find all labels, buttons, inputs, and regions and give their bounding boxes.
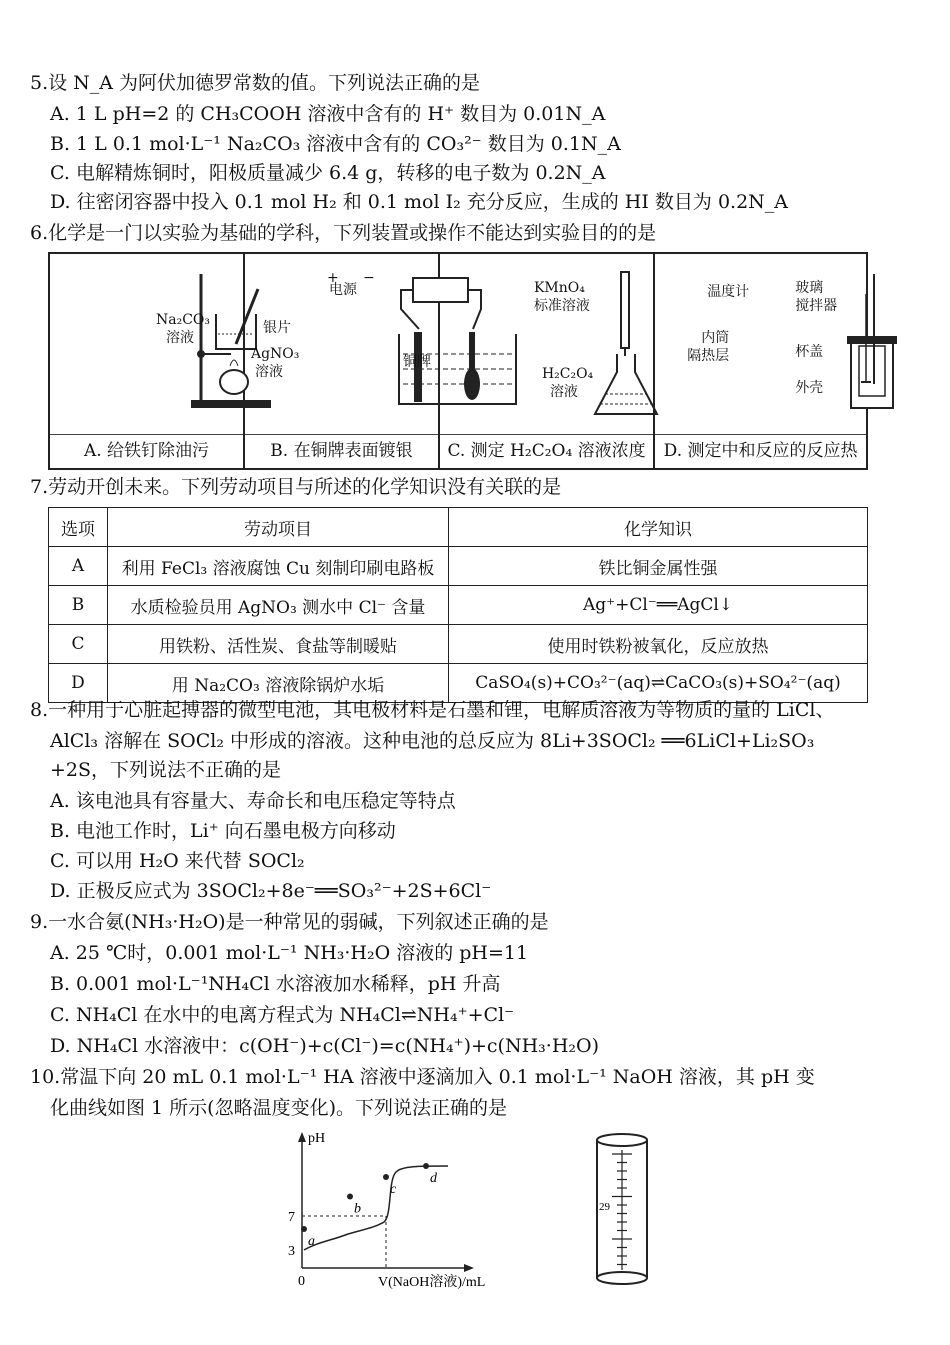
curve-point-label-d: d — [430, 1171, 437, 1186]
tick-label-7: 7 — [288, 1210, 295, 1225]
q10-stem-line-1: 10.常温下向 20 mL 0.1 mol·L⁻¹ HA 溶液中逐滴加入 0.1 mol·L⁻¹ NaOH 溶液，其 pH 变 — [30, 1066, 815, 1088]
label-a-solution: 溶液 — [166, 330, 194, 346]
x-axis-arrow — [464, 1264, 474, 1272]
q10-stem-line-2: 化曲线如图 1 所示(忽略温度变化)。下列说法正确的是 — [50, 1097, 507, 1119]
row-b-option: B — [49, 586, 108, 625]
q9-option-d[interactable]: D. NH₄Cl 水溶液中：c(OH⁻)+c(Cl⁻)=c(NH₄⁺)+c(NH₃·H₂O) — [50, 1035, 599, 1057]
caption-b: B. 在铜牌表面镀银 — [245, 434, 438, 468]
caption-d: D. 测定中和反应的反应热 — [655, 434, 866, 468]
q8-option-b[interactable]: B. 电池工作时，Li⁺ 向石墨电极方向移动 — [50, 820, 396, 842]
q5-option-c[interactable]: C. 电解精炼铜时，阳极质量减少 6.4 g，转移的电子数为 0.2N_A — [50, 162, 606, 184]
label-agno3: AgNO₃ — [250, 346, 300, 362]
label-h2c2o4: H₂C₂O₄ — [541, 366, 594, 382]
table-row[interactable] — [49, 625, 868, 664]
row-d-labor: 用 Na₂CO₃ 溶液除锅炉水垢 — [108, 664, 449, 703]
row-c-knowledge: 使用时铁粉被氧化，反应放热 — [449, 625, 868, 664]
q8-option-c[interactable]: C. 可以用 H₂O 来代替 SOCl₂ — [50, 850, 305, 872]
table-row[interactable] — [49, 547, 868, 586]
header-labor: 劳动项目 — [108, 508, 449, 547]
curve-point-a — [301, 1226, 307, 1232]
burette-mark: 29 — [599, 1201, 610, 1213]
ph-curve — [304, 1166, 448, 1250]
label-minus: − — [362, 270, 375, 286]
curve-point-label-a: a — [308, 1234, 315, 1249]
burette-figure — [592, 1130, 652, 1290]
q8-stem-line-2: AlCl₃ 溶解在 SOCl₂ 中形成的溶液。这种电池的总反应为 8Li+3SOCl₂ ══6LiCl+Li₂SO₃ — [50, 730, 815, 752]
label-glass: 玻璃 — [795, 280, 824, 296]
row-d-knowledge: CaSO₄(s)+CO₃²⁻(aq)⇌CaCO₃(s)+SO₄²⁻(aq) — [449, 664, 868, 703]
row-c-option: C — [49, 625, 108, 664]
x-axis-label: V(NaOH溶液)/mL — [378, 1275, 486, 1290]
apparatus-d-drawing — [761, 254, 950, 434]
q5-option-d[interactable]: D. 往密闭容器中投入 0.1 mol H₂ 和 0.1 mol I₂ 充分反应，生成的 HI 数目为 0.2N_A — [50, 191, 789, 213]
row-b-knowledge: Ag⁺+Cl⁻══AgCl↓ — [449, 586, 868, 625]
row-b-labor: 水质检验员用 AgNO₃ 测水中 Cl⁻ 含量 — [108, 586, 449, 625]
label-shell: 外壳 — [795, 380, 824, 396]
origin-label: 0 — [298, 1274, 305, 1289]
y-axis-arrow — [298, 1132, 306, 1142]
q5-option-b[interactable]: B. 1 L 0.1 mol·L⁻¹ Na₂CO₃ 溶液中含有的 CO₃²⁻ 数目为 0.1N_A — [50, 133, 621, 155]
apparatus-b — [245, 254, 438, 434]
apparatus-a — [50, 254, 243, 434]
q8-option-a[interactable]: A. 该电池具有容量大、寿命长和电压稳定等特点 — [50, 790, 456, 812]
q8-stem-line-1: 8.一种用于心脏起搏器的微型电池，其电极材料是石墨和锂，电解质溶液为等物质的量的 LiCl、 — [30, 699, 835, 721]
ph-titration-chart — [278, 1130, 508, 1290]
row-c-labor: 用铁粉、活性炭、食盐等制暖贴 — [108, 625, 449, 664]
q9-option-b[interactable]: B. 0.001 mol·L⁻¹NH₄Cl 水溶液加水稀释，pH 升高 — [50, 973, 501, 995]
q9-option-c[interactable]: C. NH₄Cl 在水中的电离方程式为 NH₄Cl⇌NH₄⁺+Cl⁻ — [50, 1004, 515, 1026]
label-silver: 银片 — [262, 320, 291, 336]
q8-stem-line-3: +2S，下列说法不正确的是 — [50, 759, 282, 781]
q9-stem: 9.一水合氨(NH₃·H₂O)是一种常见的弱碱，下列叙述正确的是 — [30, 911, 549, 933]
label-na2co3: Na₂CO₃ — [156, 312, 211, 328]
caption-c: C. 测定 H₂C₂O₄ 溶液浓度 — [440, 434, 653, 468]
header-knowledge: 化学知识 — [449, 508, 868, 547]
label-inner-cylinder: 内筒 — [701, 330, 730, 346]
curve-point-c — [383, 1174, 389, 1180]
tick-label-3: 3 — [288, 1244, 295, 1259]
curve-point-b — [347, 1194, 353, 1200]
label-power: 电源 — [328, 282, 357, 298]
apparatus-c — [440, 254, 653, 434]
label-b-solution: 溶液 — [254, 364, 283, 380]
q8-option-d[interactable]: D. 正极反应式为 3SOCl₂+8e⁻══SO₃²⁻+2S+6Cl⁻ — [50, 880, 492, 902]
y-axis-label: pH — [308, 1131, 326, 1146]
q6-stem: 6.化学是一门以实验为基础的学科，下列装置或操作不能达到实验目的的是 — [30, 222, 657, 244]
q7-header-row — [49, 508, 868, 547]
label-plus: + — [326, 270, 339, 286]
caption-a: A. 给铁钉除油污 — [50, 434, 243, 468]
label-stirrer: 搅拌器 — [795, 298, 838, 314]
table-row[interactable] — [49, 586, 868, 625]
q5-option-a[interactable]: A. 1 L pH=2 的 CH₃COOH 溶液中含有的 H⁺ 数目为 0.01N_A — [50, 103, 606, 125]
q6-figure-table — [48, 252, 868, 470]
label-c-solution: 溶液 — [549, 384, 578, 400]
label-kmno4: KMnO₄ — [533, 280, 585, 296]
label-standard-solution: 标准溶液 — [533, 298, 590, 314]
label-copper: 铜牌 — [402, 354, 431, 370]
row-a-knowledge: 铁比铜金属性强 — [449, 547, 868, 586]
row-a-labor: 利用 FeCl₃ 溶液腐蚀 Cu 刻制印刷电路板 — [108, 547, 449, 586]
label-lid: 杯盖 — [795, 344, 824, 360]
q5-stem: 5.设 N_A 为阿伏加德罗常数的值。下列说法正确的是 — [30, 72, 481, 94]
label-insulation: 隔热层 — [687, 348, 730, 364]
curve-point-d — [423, 1163, 429, 1169]
header-option: 选项 — [49, 508, 108, 547]
curve-point-label-b: b — [354, 1201, 361, 1217]
apparatus-d — [655, 254, 866, 434]
q9-option-a[interactable]: A. 25 ℃时，0.001 mol·L⁻¹ NH₃·H₂O 溶液的 pH=11 — [50, 942, 529, 964]
row-d-option: D — [49, 664, 108, 703]
curve-point-label-c: c — [390, 1182, 397, 1197]
q7-table — [48, 507, 868, 703]
row-a-option: A — [49, 547, 108, 586]
label-thermometer: 温度计 — [707, 284, 750, 300]
q7-stem: 7.劳动开创未来。下列劳动项目与所述的化学知识没有关联的是 — [30, 476, 562, 498]
